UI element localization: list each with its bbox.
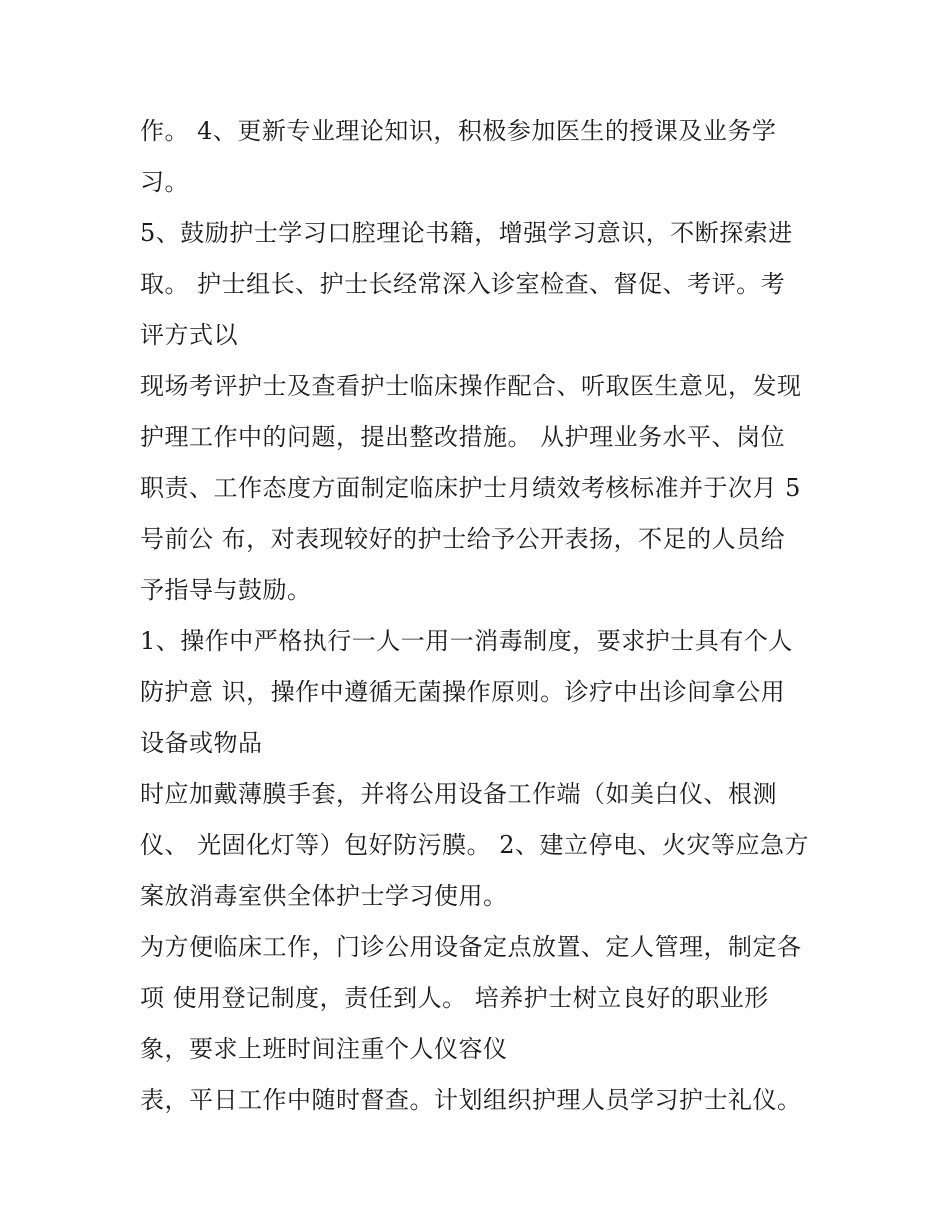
text-line: 案放消毒室供全体护士学习使用。 xyxy=(140,882,508,910)
text-line: 项 使用登记制度，责任到人。 培养护士树立良好的职业形 xyxy=(140,984,769,1012)
document-body xyxy=(140,106,840,1126)
text-line: 职责、工作态度方面制定临床护士月绩效考核标准并于次月 5 xyxy=(140,474,801,502)
text-line: 5、鼓励护士学习口腔理论书籍，增强学习意识，不断探索进 xyxy=(140,219,793,247)
text-line: 作。 4、更新专业理论知识，积极参加医生的授课及业务学 xyxy=(140,117,777,145)
text-line: 现场考评护士及查看护士临床操作配合、听取医生意见，发现 xyxy=(140,372,802,400)
text-line: 时应加戴薄膜手套，并将公用设备工作端（如美白仪、根测 xyxy=(140,780,777,808)
text-line: 习。 xyxy=(140,168,189,196)
text-line: 象，要求上班时间注重个人仪容仪 xyxy=(140,1035,508,1063)
text-line: 予指导与鼓励。 xyxy=(140,576,312,604)
text-line: 评方式以 xyxy=(140,321,238,349)
text-line: 护理工作中的问题，提出整改措施。 从护理业务水平、岗位 xyxy=(140,423,786,451)
text-line: 表，平日工作中随时督查。计划组织护理人员学习护士礼仪。 xyxy=(140,1086,802,1114)
text-line: 号前公 布，对表现较好的护士给予公开表扬，不足的人员给 xyxy=(140,525,786,553)
text-line: 设备或物品 xyxy=(140,729,263,757)
text-line: 1、操作中严格执行一人一用一消毒制度，要求护士具有个人 xyxy=(140,627,793,655)
text-line: 仪、 光固化灯等）包好防污膜。 2、建立停电、火灾等应急方 xyxy=(140,831,810,859)
text-line: 取。 护士组长、护士长经常深入诊室检查、督促、考评。考 xyxy=(140,270,786,298)
text-line: 为方便临床工作，门诊公用设备定点放置、定人管理，制定各 xyxy=(140,933,802,961)
text-line: 防护意 识，操作中遵循无菌操作原则。诊疗中出诊间拿公用 xyxy=(140,678,786,706)
